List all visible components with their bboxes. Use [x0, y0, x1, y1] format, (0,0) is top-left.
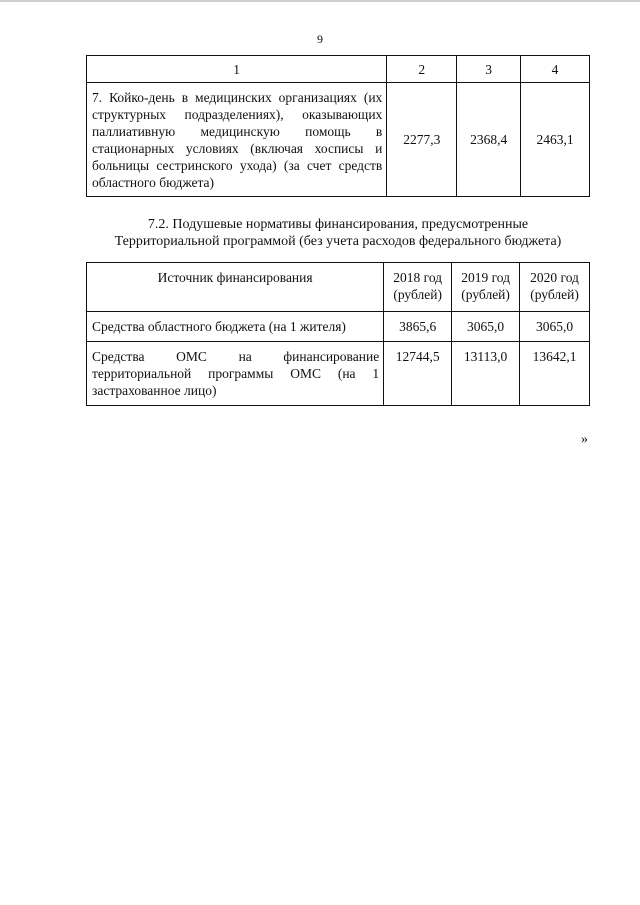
value-2020: 2463,1: [521, 83, 590, 197]
column-number-4: 4: [521, 56, 590, 83]
column-number-2: 2: [387, 56, 457, 83]
header-year-2020-unit: (рублей): [530, 287, 579, 302]
closing-quote: »: [581, 432, 588, 447]
table-row: [87, 83, 590, 197]
header-year-2018-unit: (рублей): [393, 287, 442, 302]
page-number: 9: [317, 32, 323, 46]
header-year-2018: [384, 263, 452, 312]
value-2018: 12744,5: [384, 342, 452, 406]
section-title: [86, 216, 590, 250]
value-2020: 3065,0: [520, 312, 590, 342]
section-title-line-1: 7.2. Подушевые нормативы финансирования, предусмотренные: [147, 217, 529, 232]
column-number-1: 1: [87, 56, 387, 83]
column-number-3: 3: [457, 56, 521, 83]
row-label: Средства областного бюджета (на 1 жителя): [87, 312, 384, 342]
row-label: 7. Койко-день в медицинских организациях (их структурных подразделениях), оказывающих паллиативную медицинскую помощь в стационарных условиях (включая хосписы и больницы сестринского ухода) (за счет средств областного бюджета): [87, 83, 387, 197]
header-year-2019-unit: (рублей): [461, 287, 510, 302]
value-2018: 3865,6: [384, 312, 452, 342]
top-border-line: [0, 0, 640, 2]
header-year-2020: [520, 263, 590, 312]
value-2018: 2277,3: [387, 83, 457, 197]
table-row: [87, 342, 590, 406]
value-2020: 13642,1: [520, 342, 590, 406]
row-label: Средства ОМС на финансирование территориальной программы ОМС (на 1 застрахованное лицо): [87, 342, 384, 406]
value-2019: 13113,0: [452, 342, 520, 406]
header-year-2019-label: 2019 год: [461, 270, 510, 285]
header-year-2019: [452, 263, 520, 312]
per-capita-norms-table: [86, 262, 590, 406]
header-year-2018-label: 2018 год: [393, 270, 443, 285]
header-financing-source: Источник финансирования: [87, 263, 384, 312]
table-header-row: [87, 56, 590, 83]
section-title-line-2: Территориальной программой (без учета расходов федерального бюджета): [114, 234, 562, 249]
table-row: [87, 312, 590, 342]
value-2019: 2368,4: [457, 83, 521, 197]
bed-day-norms-table: [86, 55, 590, 197]
table-header-row: [87, 263, 590, 312]
value-2019: 3065,0: [452, 312, 520, 342]
header-year-2020-label: 2020 год: [530, 270, 579, 285]
